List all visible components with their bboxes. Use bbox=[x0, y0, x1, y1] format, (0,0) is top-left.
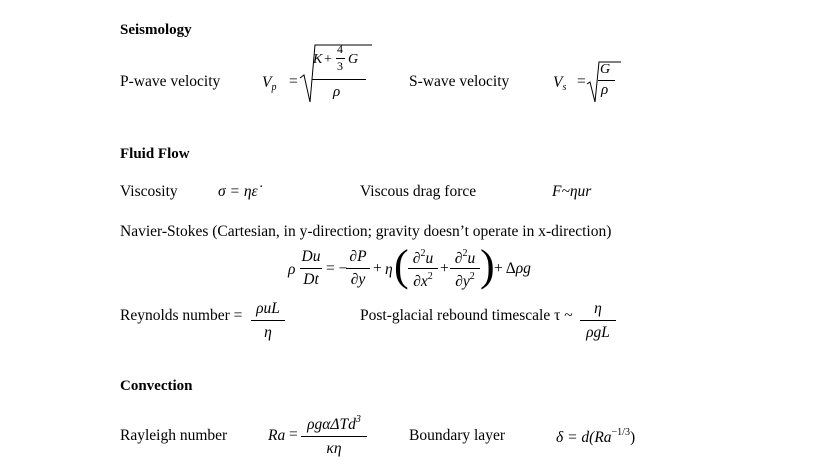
navier-stokes-equation: ρ Du Dt = − ∂P ∂y + η ( ∂$^2$u $\partial x^2$ + ∂$^2$u $\partial y^2$ ) + Δρg bbox=[288, 241, 531, 290]
reynolds-equation: ρuL η bbox=[251, 298, 285, 342]
convection-heading: Convection bbox=[120, 378, 193, 394]
reynolds-label: Reynolds number = bbox=[120, 307, 243, 324]
rebound-label: Post-glacial rebound timescale τ ~ bbox=[360, 307, 573, 324]
boundary-layer-label: Boundary layer bbox=[409, 427, 505, 444]
navier-stokes-label: Navier-Stokes (Cartesian, in y-direction; gravity doesn’t operate in x-direction) bbox=[120, 223, 612, 240]
rebound-equation: η ρgL bbox=[580, 298, 616, 342]
boundary-eq-close: ) bbox=[629, 429, 636, 446]
drag-label: Viscous drag force bbox=[360, 183, 477, 200]
boundary-eq-main: δ = d(Ra bbox=[556, 429, 612, 446]
seismology-heading: Seismology bbox=[120, 22, 192, 38]
s-wave-equation: $V_s$ = G ρ bbox=[553, 58, 623, 104]
rayleigh-equation: Ra = ρgαΔTd$^3$ κη bbox=[268, 414, 380, 462]
fluid-flow-heading: Fluid Flow bbox=[120, 146, 190, 162]
drag-equation: F~ηur bbox=[552, 183, 592, 200]
p-wave-label: P-wave velocity bbox=[120, 73, 221, 90]
viscosity-equation: σ = ηε̇ bbox=[218, 183, 258, 200]
viscosity-label: Viscosity bbox=[120, 183, 178, 200]
p-wave-equation: $V_p$ = K + 4 3 G ρ bbox=[262, 42, 374, 104]
s-wave-label: S-wave velocity bbox=[409, 73, 510, 90]
boundary-layer-equation bbox=[556, 427, 635, 447]
boundary-eq-exponent: −1/3 bbox=[611, 427, 630, 438]
rayleigh-label: Rayleigh number bbox=[120, 427, 228, 444]
